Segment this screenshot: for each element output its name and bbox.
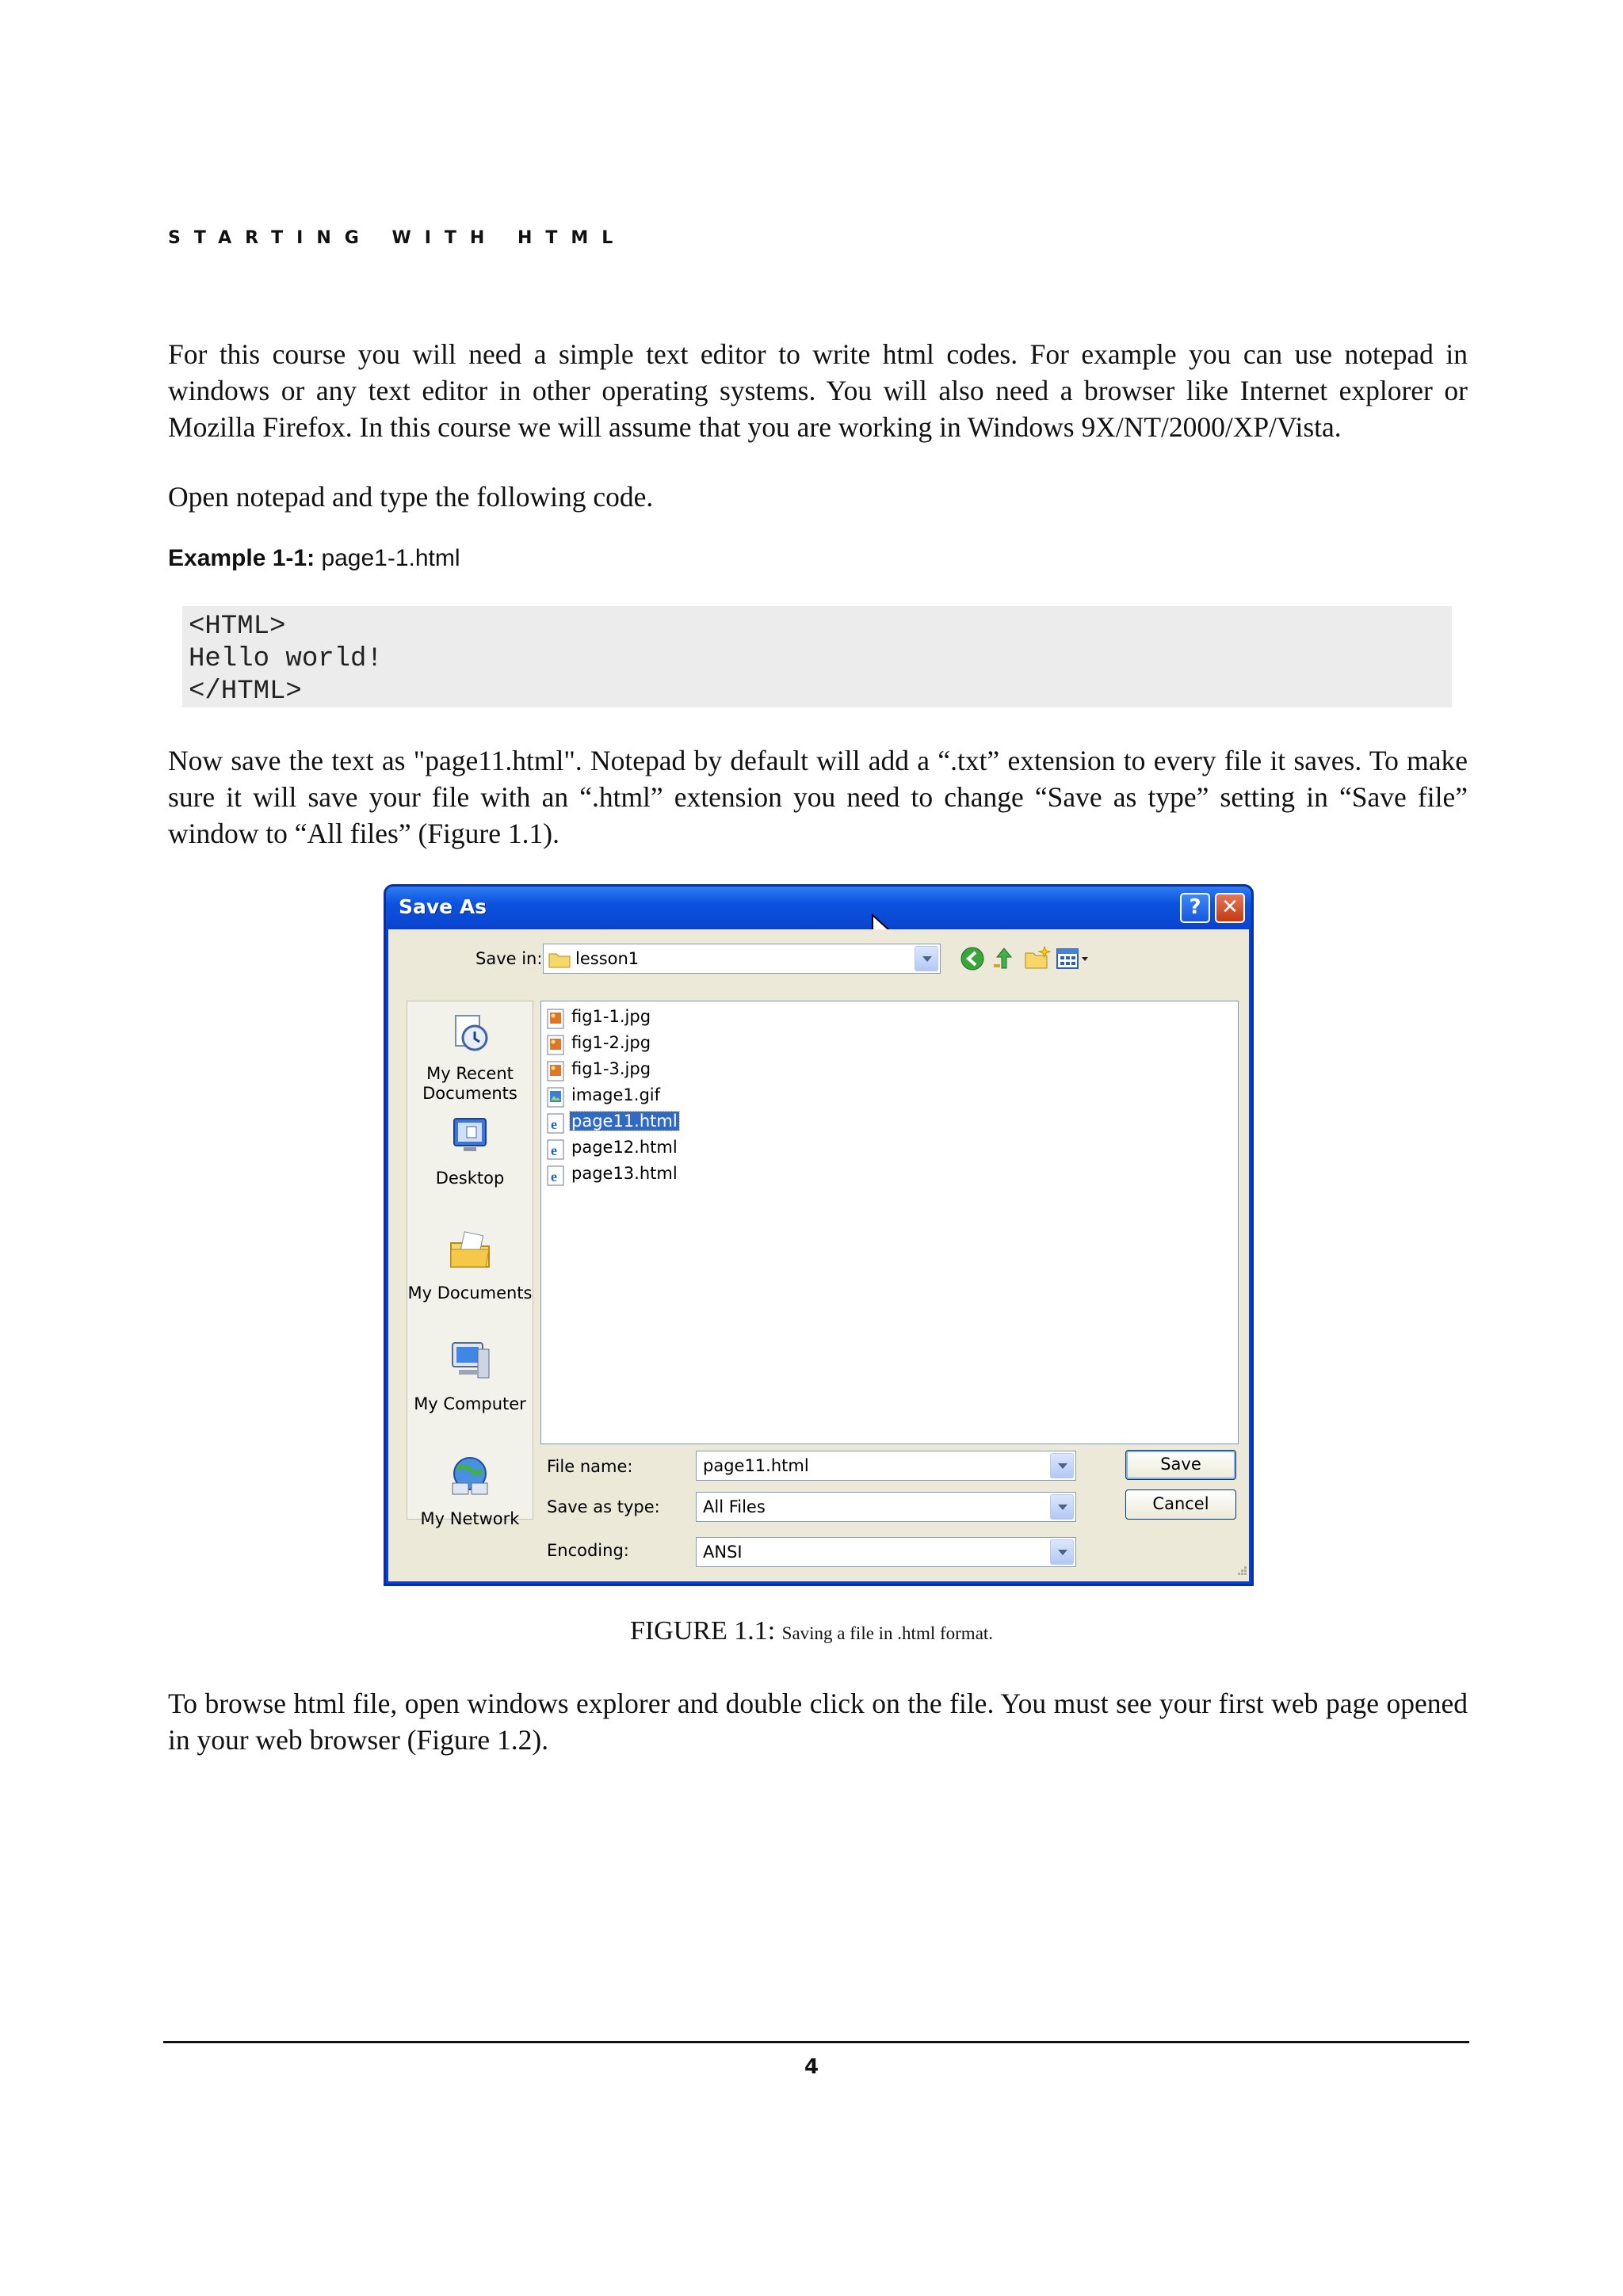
resize-grip-icon[interactable] (1232, 1563, 1247, 1579)
ie-html-icon (546, 1113, 565, 1134)
intro-paragraph: For this course you will need a simple text editor to write html codes. For example you can use notepad in windows or any text editor in other operating systems. You will also need a browser like Internet explorer or Mozilla Firefox. In this course we will assume that you are working in Windows 9X/NT/2000/XP/Vista. (168, 338, 1468, 443)
chevron-down-icon[interactable] (1050, 1453, 1074, 1478)
up-folder-icon[interactable] (991, 945, 1018, 972)
svg-text:e: e (551, 1142, 557, 1158)
chevron-down-icon[interactable] (1050, 1539, 1074, 1565)
code-line: </HTML> (189, 677, 302, 707)
save-in-dropdown[interactable] (543, 944, 941, 974)
my-computer-icon (446, 1338, 494, 1386)
encoding-select[interactable] (696, 1537, 1076, 1567)
back-icon[interactable] (959, 945, 986, 972)
svg-text:e: e (551, 1116, 557, 1132)
encoding-label: Encoding: (547, 1541, 629, 1560)
save-instructions-paragraph: Now save the text as "page11.html". Notepad by default will add a “.txt” extension to every file it saves. To make sure it will save your file with an “.html” extension you need to change “Save as type” setting in “Save file” window to “All files” (Figure 1.1). (168, 745, 1468, 849)
file-name: fig1-2.jpg (571, 1033, 651, 1052)
help-button[interactable]: ? (1180, 893, 1210, 923)
save-in-value: lesson1 (575, 949, 640, 968)
save-as-dialog (384, 884, 1254, 1586)
code-line: Hello world! (189, 644, 383, 674)
dialog-titlebar[interactable] (386, 887, 1251, 929)
place-label: Desktop (435, 1169, 505, 1188)
chapter-header: STARTING WITH HTML (168, 228, 627, 248)
browse-paragraph: To browse html file, open windows explorer and double click on the file. You must see your first web page opened in your web browser (Figure 1.2). (168, 1688, 1468, 1756)
dialog-body (388, 929, 1249, 1581)
file-name-value: page11.html (703, 1456, 809, 1475)
desktop-icon (446, 1112, 494, 1160)
file-name: page12.html (571, 1138, 678, 1157)
page-number: 4 (804, 2055, 819, 2079)
file-name: image1.gif (571, 1085, 661, 1104)
example-label: Example 1-1: (168, 545, 315, 571)
ie-html-icon (546, 1165, 565, 1186)
code-block (182, 606, 1452, 707)
place-my-documents[interactable] (407, 1227, 533, 1303)
file-name: fig1-3.jpg (571, 1059, 651, 1078)
my-documents-icon (446, 1227, 494, 1275)
file-name: page11.html (571, 1112, 678, 1131)
recent-documents-icon (446, 1008, 494, 1055)
jpg-icon (546, 1035, 565, 1055)
file-name: fig1-1.jpg (571, 1007, 651, 1026)
view-menu-icon[interactable] (1056, 945, 1094, 972)
example-heading (168, 545, 460, 572)
figure-label: FIGURE 1.1: (629, 1616, 776, 1646)
code-line: <HTML> (189, 612, 286, 642)
place-label: My Recent Documents (422, 1064, 517, 1103)
place-my-network[interactable] (407, 1453, 533, 1529)
gif-icon (546, 1087, 565, 1108)
save-in-label: Save in: (475, 949, 543, 968)
save-as-type-select[interactable] (696, 1492, 1076, 1522)
folder-icon (548, 951, 571, 968)
place-desktop[interactable] (407, 1112, 533, 1188)
place-label: My Documents (407, 1283, 533, 1302)
ie-html-icon (546, 1139, 565, 1160)
save-as-type-label: Save as type: (547, 1497, 660, 1516)
save-button[interactable]: Save (1125, 1450, 1236, 1480)
jpg-icon (546, 1009, 565, 1029)
place-my-computer[interactable] (407, 1338, 533, 1414)
new-folder-icon[interactable] (1024, 945, 1051, 972)
figure-caption-text: Saving a file in .html format. (781, 1623, 994, 1643)
close-button[interactable]: ✕ (1215, 893, 1245, 923)
save-as-type-value: All Files (703, 1497, 766, 1516)
file-name: page13.html (571, 1164, 678, 1183)
dialog-title: Save As (399, 895, 487, 918)
file-name-input[interactable] (696, 1451, 1076, 1481)
example-filename: page1-1.html (321, 545, 460, 571)
file-name-label: File name: (547, 1457, 633, 1476)
file-list[interactable] (540, 1001, 1239, 1444)
places-bar (407, 1001, 533, 1528)
place-my-recent-documents[interactable] (407, 1008, 533, 1104)
jpg-icon (546, 1061, 565, 1081)
place-label: My Network (420, 1509, 520, 1528)
footer-divider (163, 2041, 1469, 2043)
chevron-down-icon[interactable] (915, 946, 938, 971)
encoding-value: ANSI (703, 1543, 743, 1562)
chevron-down-icon[interactable] (1050, 1494, 1074, 1520)
cancel-button[interactable]: Cancel (1125, 1489, 1236, 1520)
svg-text:e: e (551, 1169, 557, 1184)
figure-caption (0, 1616, 1623, 1646)
instruction-paragraph: Open notepad and type the following code. (168, 481, 654, 513)
place-label: My Computer (414, 1394, 526, 1413)
my-network-icon (446, 1453, 494, 1501)
